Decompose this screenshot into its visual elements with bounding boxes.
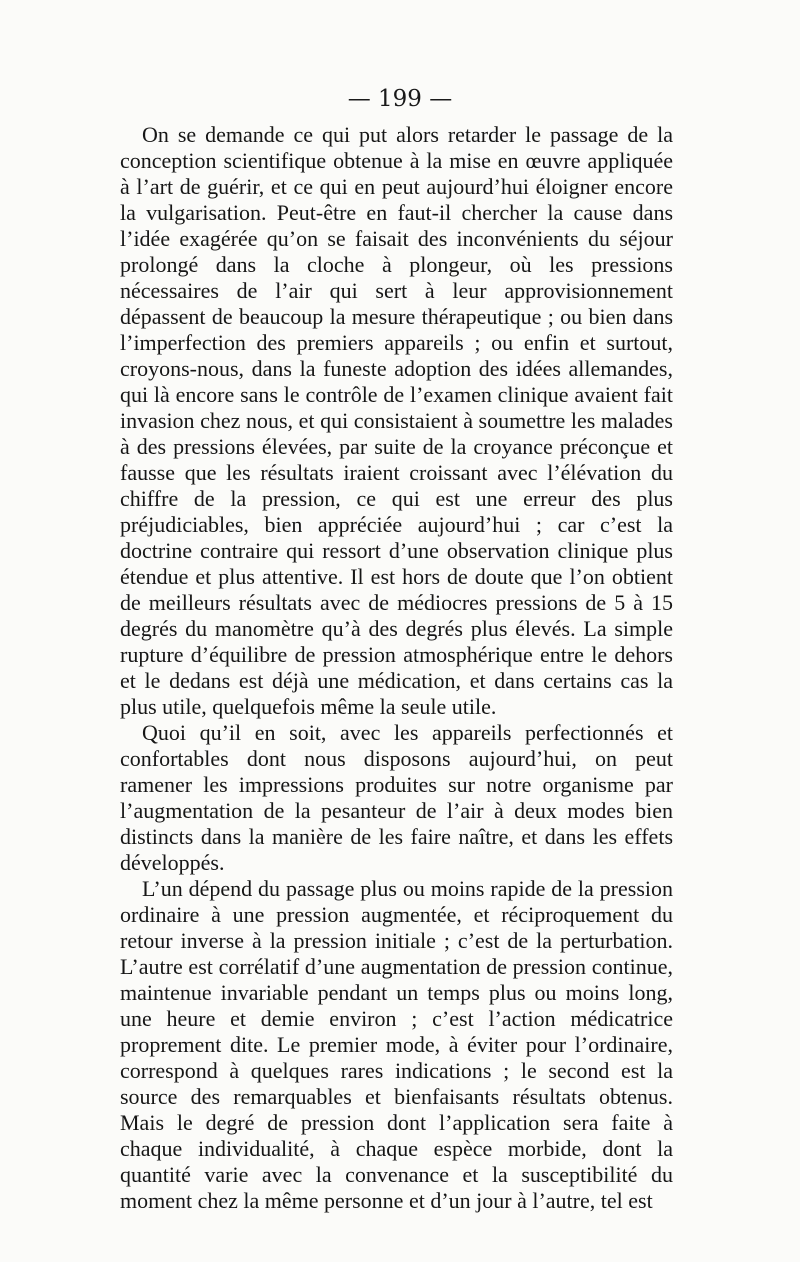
paragraph-3: L’un dépend du passage plus ou moins rapide de la pression ordinaire à une pression augmentée, et réciproquement du retour inverse à la pression initiale ; c’est de la perturbation. L’autre est corrélatif d’une augmentation de pression continue, maintenue invariable pendant un temps plus ou moins long, une heure et demie environ ; c’est l’action médicatrice proprement dite. Le premier mode, à éviter pour l’ordinaire, correspond à quelques rares indications ; le second est la source des remarquables et bienfaisants résultats obtenus. Mais le degré de pression dont l’application sera faite à chaque individualité, à chaque espèce morbide, dont la quantité varie avec la convenance et la susceptibilité du moment chez la même personne et d’un jour à l’autre, tel est bbox=[120, 876, 673, 1213]
paragraph-1: On se demande ce qui put alors retarder le passage de la conception scientifique obtenue à la mise en œuvre appliquée à l’art de guérir, et ce qui en peut aujourd’hui éloigner encore la vulgarisation. Peut-être en faut-il chercher la cause dans l’idée exagérée qu’on se faisait des inconvénients du séjour prolongé dans la cloche à plongeur, où les pressions nécessaires de l’air qui sert à leur approvisionnement dépassent de beaucoup la mesure thérapeutique ; ou bien dans l’imperfection des premiers appareils ; ou enfin et surtout, croyons-nous, dans la funeste adoption des idées allemandes, qui là encore sans le contrôle de l’examen clinique avaient fait invasion chez nous, et qui consistaient à soumettre les malades à des pressions élevées, par suite de la croyance préconçue et fausse que les résultats iraient croissant avec l’élévation du chiffre de la pression, ce qui est une erreur des plus préjudiciables, bien appréciée aujourd’hui ; car c’est la doctrine contraire qui ressort d’une observation clinique plus étendue et plus attentive. Il est hors de doute que l’on obtient de meilleurs résultats avec de médiocres pressions de 5 à 15 degrés du manomètre qu’à des degrés plus élevés. La simple rupture d’équilibre de pression atmosphérique entre le dehors et le dedans est déjà une médication, et dans certains cas la plus utile, quelquefois même la seule utile. bbox=[120, 122, 673, 719]
paragraph-2: Quoi qu’il en soit, avec les appareils perfectionnés et confortables dont nous disposons aujourd’hui, on peut ramener les impressions produites sur notre organisme par l’augmentation de la pesanteur de l’air à deux modes bien distincts dans la manière de les faire naître, et dans les effets développés. bbox=[120, 720, 673, 875]
body-text bbox=[120, 122, 673, 1214]
page-number: — 199 — bbox=[347, 86, 453, 112]
